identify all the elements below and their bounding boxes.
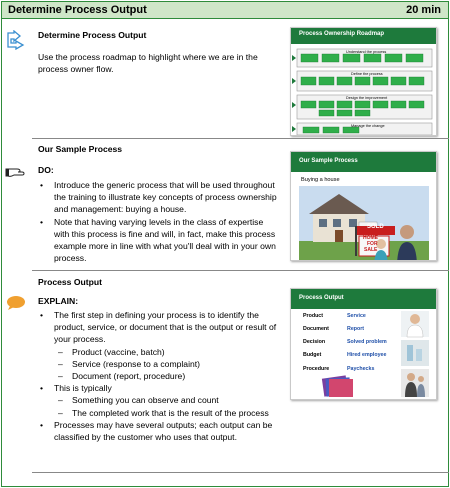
slide-title-bar — [291, 28, 436, 44]
slide-title-bar — [291, 289, 436, 309]
sold-sign-text: SOLD — [367, 224, 384, 230]
output-label-document: Document — [303, 326, 329, 332]
sale-sign-line-for: FOR — [367, 241, 378, 247]
list-item: • Note that having varying levels in the class of expertise with this process is fine and will, in fact, make this process example more in line with what you'll deal with in your own process. — [38, 216, 280, 265]
sub-list-item: – Product (vaccine, batch) — [38, 346, 282, 358]
section-text-roadmap: Use the process roadmap to highlight where we are in the process owner flow. — [38, 52, 258, 75]
roadmap-stage-2: Define the process — [351, 72, 383, 76]
slide-our-sample-process — [290, 151, 437, 261]
slide-title: Process Ownership Roadmap — [299, 31, 385, 37]
output-value-report: Report — [347, 326, 365, 332]
explain-label: EXPLAIN: — [38, 296, 79, 306]
output-photos — [399, 309, 431, 400]
slide-title-bar — [291, 152, 436, 172]
section-divider-1 — [32, 138, 449, 139]
roadmap-arrow-icon — [6, 30, 26, 55]
list-item-text: The first step in defining your process is to identify the product, service, or document that is the output or result of your process. — [54, 310, 277, 345]
slide-title: Process Output — [299, 295, 344, 301]
do-bullet-list — [38, 179, 280, 264]
sub-list — [38, 346, 282, 383]
roadmap-stage-3: Design the improvement — [346, 96, 388, 100]
pointing-hand-icon — [5, 165, 25, 183]
header-bar — [2, 2, 448, 19]
output-value-service: Service — [347, 313, 366, 319]
roadmap-stage-4: Manage the change — [351, 124, 385, 128]
sub-list-item: – Service (response to a complaint) — [38, 358, 282, 370]
list-item — [38, 309, 282, 382]
slide-title: Our Sample Process — [299, 158, 358, 164]
output-value-hired-employee: Hired employee — [347, 352, 387, 358]
list-item: • Processes may have several outputs; each output can be classified by the customer who uses that output. — [38, 419, 282, 443]
sub-list-item: – Document (report, procedure) — [38, 370, 282, 382]
section-divider-3 — [32, 472, 449, 473]
output-label-decision: Decision — [303, 339, 326, 345]
section-title-determine-output: Determine Process Output — [38, 30, 147, 40]
roadmap-diagram — [291, 44, 437, 136]
sale-sign-line-sale: SALE — [364, 247, 378, 253]
output-value-paychecks: Paychecks — [347, 366, 375, 372]
slide-process-ownership-roadmap — [290, 27, 437, 136]
list-item: • Introduce the generic process that will be used throughout the training to illustrate key concepts of process ownership and management: buying a house. — [38, 179, 280, 216]
page-title: Determine Process Output — [8, 4, 147, 16]
slide-caption: Buying a house — [301, 177, 340, 183]
do-label: DO: — [38, 165, 54, 175]
list-item-text: This is typically — [54, 383, 112, 394]
speech-bubble-icon — [6, 295, 26, 316]
explain-bullet-list — [38, 309, 282, 443]
roadmap-stage-1: Understand the process — [346, 50, 387, 54]
slide-process-output — [290, 288, 437, 400]
section-title-process-output: Process Output — [38, 277, 102, 287]
output-label-product: Product — [303, 313, 324, 319]
output-label-budget: Budget — [303, 352, 322, 358]
output-label-procedure: Procedure — [303, 366, 330, 372]
sub-list — [38, 394, 282, 418]
output-value-solved-problem: Solved problem — [347, 339, 387, 345]
sale-sign-line-home: HOME — [363, 235, 378, 241]
section-divider-2 — [32, 270, 449, 271]
sub-list-item: – The completed work that is the result of the process — [38, 407, 282, 419]
list-item — [38, 382, 282, 419]
sub-list-item: – Something you can observe and count — [38, 394, 282, 406]
section-title-sample-process: Our Sample Process — [38, 144, 123, 154]
folders-photo — [321, 373, 355, 399]
duration-label: 20 min — [406, 4, 441, 16]
